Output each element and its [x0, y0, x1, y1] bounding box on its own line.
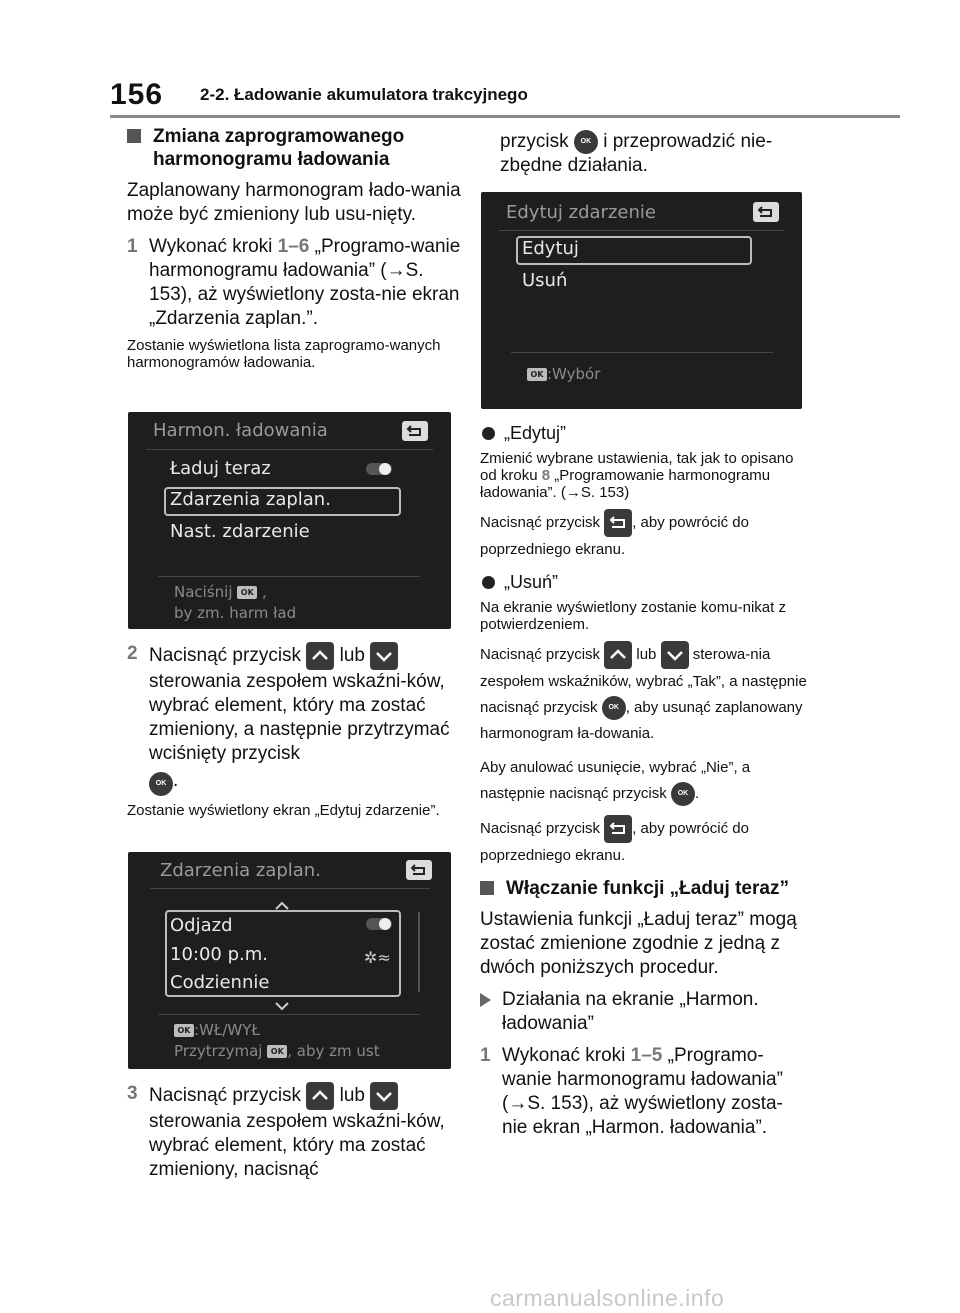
ok-icon: OK: [527, 368, 547, 381]
ok-button-icon: OK: [574, 130, 598, 154]
up-button-icon: [306, 1082, 334, 1110]
divider: [158, 576, 420, 577]
bullet-usun: „Usuń”: [480, 571, 808, 593]
triangle-bullet-icon: [480, 993, 491, 1007]
event-repeat: Codziennie: [170, 972, 270, 993]
ok-icon: OK: [237, 586, 257, 599]
step-1: 1 Wykonać kroki 1–6 „Programo-wanie harmonogramu ładowania” (→S. 153), aż wyświetlony zosta-nie ekran „Zdarzenia zaplan.”.: [127, 236, 461, 329]
right-top: [500, 130, 810, 186]
bullet-edytuj: „Edytuj”: [480, 422, 808, 444]
usun-instructions: Nacisnąć przycisk lub sterowa-nia zespołem wskaźników, wybrać „Tak”, a następnie nacisnąć przycisk OK , aby usunąć zaplanowany harmonogram ła-dowania.: [480, 641, 808, 747]
step-3-continuation: przycisk OK i przeprowadzić nie-zbędne działania.: [500, 131, 773, 177]
screen-zdarzenia-zaplan: [128, 852, 451, 1069]
step-1-right: 1 Wykonać kroki 1–5 „Programo-wanie harmonogramu ładowania” (→S. 153), aż wyświetlony zosta-nie ekran „Harmon. ładowania”.: [480, 1045, 783, 1138]
bullet-dot-icon: [482, 427, 495, 440]
up-button-icon: [306, 642, 334, 670]
divider: [158, 1014, 420, 1015]
back-button-icon: [604, 815, 632, 843]
down-button-icon: [370, 642, 398, 670]
square-bullet-icon: [480, 881, 494, 895]
divider: [511, 352, 773, 353]
step-3-block: [127, 1082, 467, 1188]
square-bullet-icon: [127, 129, 141, 143]
menu-item-laduj-teraz[interactable]: Ładuj teraz: [170, 458, 271, 479]
heading-laduj-teraz: Włączanie funkcji „Ładuj teraz”: [480, 877, 808, 900]
step-2: 2 Nacisnąć przycisk lub sterowania zespołem wskaźni-ków, wybrać element, który ma zostać zmieniony, a następnie przytrzymać wciśnięty przycisk OK .: [127, 642, 467, 796]
menu-item-nast-zdarzenie[interactable]: Nast. zdarzenie: [170, 521, 310, 542]
note-edit-screen: Zostanie wyświetlony ekran „Edytuj zdarzenie”.: [127, 802, 440, 819]
intro-laduj-teraz: Ustawienia funkcji „Ładuj teraz” mogą zostać zmienione zgodnie z jedną z dwóch poniższych procedur.: [480, 909, 797, 978]
heading-change-schedule: Zmiana zaprogramowanego harmonogramu ładowania: [127, 125, 467, 171]
right-bottom: [480, 418, 808, 1146]
divider: [146, 449, 433, 450]
back-button-icon: [604, 509, 632, 537]
event-name[interactable]: Odjazd: [170, 915, 233, 936]
toggle-icon[interactable]: [366, 463, 392, 475]
ok-icon: OK: [267, 1045, 287, 1058]
note-list: Zostanie wyświetlona lista zaprogramo-wanych harmonogramów ładowania.: [127, 337, 441, 371]
intro-paragraph: Zaplanowany harmonogram łado-wania może być zmieniony lub usu-nięty.: [127, 180, 461, 225]
watermark: carmanualsonline.info: [490, 1285, 725, 1311]
back-icon: [406, 860, 432, 880]
menu-item-zdarzenia-zaplan[interactable]: Zdarzenia zaplan.: [170, 489, 331, 510]
menu-item-edytuj[interactable]: Edytuj: [522, 238, 579, 259]
edytuj-back-note: Nacisnąć przycisk , aby powrócić do poprzedniego ekranu.: [480, 509, 808, 563]
bullet-dot-icon: [482, 576, 495, 589]
screen-title: Harmon. ładowania: [153, 420, 328, 441]
left-column: [127, 125, 467, 379]
screen-edytuj-zdarzenie: [481, 192, 802, 409]
event-time: 10:00 p.m.: [170, 944, 268, 965]
step-3: 3 Nacisnąć przycisk lub sterowania zespołem wskaźni-ków, wybrać element, który ma zostać zmieniony, nacisnąć: [127, 1083, 445, 1180]
edytuj-description: Zmienić wybrane ustawienia, tak jak to opisano od kroku 8 „Programowanie harmonogramu ładowania”. (→S. 153): [480, 450, 794, 501]
down-button-icon: [661, 641, 689, 669]
procedure-harmon: Działania na ekranie „Harmon. ładowania”: [480, 988, 808, 1036]
up-button-icon: [604, 641, 632, 669]
ok-button-icon: OK: [602, 696, 626, 720]
screen-title: Edytuj zdarzenie: [506, 202, 656, 223]
toggle-icon[interactable]: [366, 918, 392, 930]
usun-back-note: Nacisnąć przycisk , aby powrócić do poprzedniego ekranu.: [480, 815, 808, 869]
divider: [499, 230, 784, 231]
chevron-down-icon[interactable]: [274, 996, 290, 1015]
screen-hint: Naciśnij OK , by zm. harm ład: [174, 583, 297, 622]
screen-harmon-ladowania: [128, 412, 451, 629]
down-button-icon: [370, 1082, 398, 1110]
usun-confirm-note: Na ekranie wyświetlony zostanie komu-nikat z potwierdzeniem.: [480, 599, 786, 633]
divider: [150, 888, 430, 889]
climate-icon: ✲≈: [364, 948, 391, 967]
back-icon: [402, 421, 428, 441]
ok-button-icon: OK: [671, 782, 695, 806]
ok-button-icon: OK: [149, 772, 173, 796]
step-2-block: [127, 642, 467, 827]
menu-item-usun[interactable]: Usuń: [522, 270, 568, 291]
page-number: 156: [110, 78, 164, 111]
screen-hint: OK :WŁ/WYŁ Przytrzymaj OK , aby zm ust: [174, 1021, 380, 1060]
ok-icon: OK: [174, 1024, 194, 1037]
usun-cancel-note: Aby anulować usunięcie, wybrać „Nie”, a następnie nacisnąć przycisk OK .: [480, 755, 808, 807]
section-title: 2-2. Ładowanie akumulatora trakcyjnego: [200, 85, 528, 104]
screen-title: Zdarzenia zaplan.: [160, 860, 321, 881]
back-icon: [753, 202, 779, 222]
screen-hint: OK :Wybór: [527, 364, 600, 385]
header-divider: [110, 115, 900, 118]
scrollbar[interactable]: [418, 912, 420, 992]
